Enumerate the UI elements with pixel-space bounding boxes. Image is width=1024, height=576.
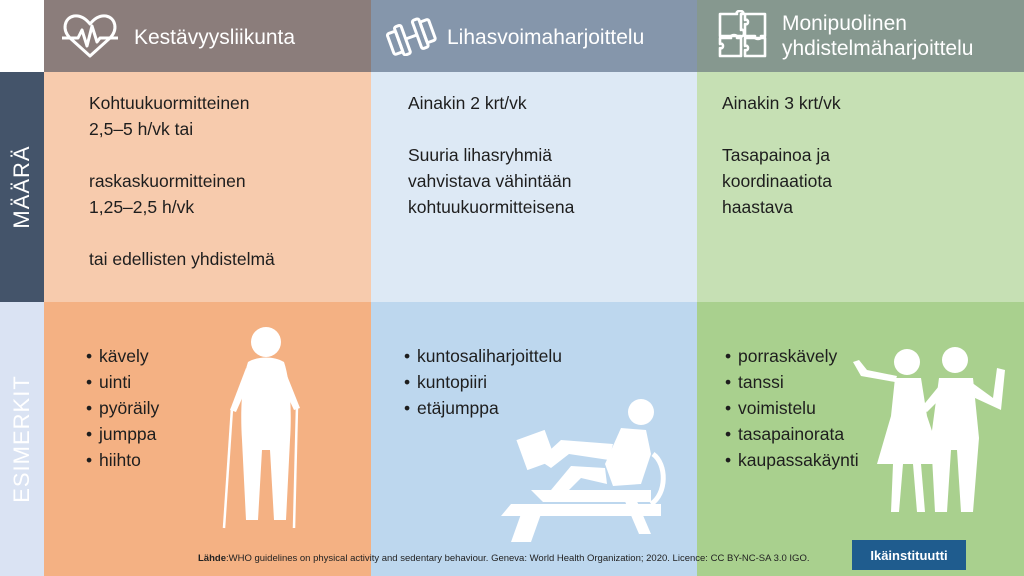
brand-logo: Ikäinstituutti <box>852 540 966 570</box>
source-citation: Lähde:WHO guidelines on physical activity and sedentary behaviour. Geneva: World Health Organization; 2020. Licence: CC BY-NC-SA 3.0 IGO. <box>198 553 810 564</box>
row-label-maara: MÄÄRÄ <box>0 72 44 302</box>
leg-press-figure <box>501 394 671 544</box>
nordic-walker-figure <box>220 320 310 532</box>
header-title: Kestävyysliikunta <box>134 26 296 49</box>
examples-list <box>86 343 159 473</box>
dancing-couple-figure <box>847 346 1007 526</box>
amount-cell-2 <box>371 72 697 302</box>
header-title: Lihasvoimaharjoittelu <box>447 26 645 49</box>
header-title-line1: Monipuolinen <box>782 12 907 35</box>
header-lihasvoimaharjoittelu <box>371 0 697 72</box>
examples-cell-2 <box>371 302 697 576</box>
list-item: • tanssi <box>725 369 859 395</box>
header-kestavyysliikunta <box>44 0 371 72</box>
list-item: • etäjumppa <box>404 395 562 421</box>
heart-pulse-icon <box>60 12 120 60</box>
amount-cell-3 <box>697 72 1024 302</box>
amount-cell-1 <box>44 72 371 302</box>
list-item: • kävely <box>86 343 159 369</box>
dumbbell-icon <box>381 16 441 56</box>
list-item: • hiihto <box>86 447 159 473</box>
examples-cell-3 <box>697 302 1024 576</box>
examples-cell-1 <box>44 302 371 576</box>
examples-list <box>725 343 859 473</box>
list-item: • porraskävely <box>725 343 859 369</box>
list-item: • kuntopiiri <box>404 369 562 395</box>
list-item: • tasapainorata <box>725 421 859 447</box>
list-item: • kuntosaliharjoittelu <box>404 343 562 369</box>
list-item: • voimistelu <box>725 395 859 421</box>
header-monipuolinen <box>697 0 1024 72</box>
row-label-esimerkit: ESIMERKIT <box>0 302 44 576</box>
amount-text: Ainakin 3 krt/vk Tasapainoa ja koordinaatiota haastava <box>722 93 841 217</box>
list-item: • jumppa <box>86 421 159 447</box>
header-title-line2: yhdistelmäharjoittelu <box>782 37 974 60</box>
list-item: • kaupassakäynti <box>725 447 859 473</box>
list-item: • pyöräily <box>86 395 159 421</box>
amount-text: Ainakin 2 krt/vk Suuria lihasryhmiä vahvistava vähintään kohtuukuormitteisena <box>408 93 575 217</box>
puzzle-icon <box>717 10 769 60</box>
list-item: • uinti <box>86 369 159 395</box>
amount-text: Kohtuukuormitteinen 2,5–5 h/vk tai raskaskuormitteinen 1,25–2,5 h/vk tai edellisten yhdistelmä <box>89 93 275 269</box>
